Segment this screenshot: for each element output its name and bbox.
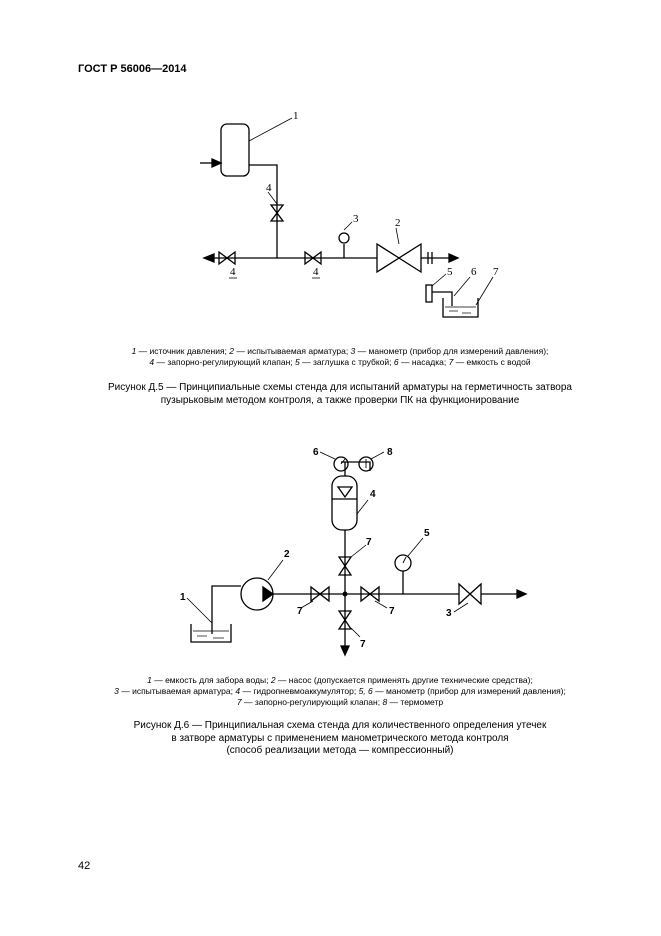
label-1: 1 (180, 592, 186, 603)
label-7-lower: 7 (360, 639, 366, 650)
outlet-arrow (517, 590, 526, 598)
accumulator-4 (332, 476, 357, 530)
tested-valve-3 (459, 584, 470, 604)
figure-d5-caption: Рисунок Д.5 — Принципиальные схемы стенда для испытаний арматуры на герметичность затвора пузырьковым методом контроля, а также проверки ПК на функционирование (108, 382, 572, 406)
label-7-right: 7 (389, 606, 395, 617)
label-4-left: 4 (230, 266, 236, 278)
figure-d6-caption: Рисунок Д.6 — Принципиальная схема стенда для количественного определения утечек в затворе арматуры с применением манометрического метода контроля (способ реализации метода — компрессионный) (133, 720, 547, 756)
label-7-upper: 7 (366, 537, 372, 548)
figure-d5-legend: 1 — источник давления; 2 — испытываемая арматура; 3 — манометр (прибор для измерений давления); 4 — запорно-регулирующий клапан; 5 — заглушка с трубкой; 6 — насадка; 7 — емкость с водой (131, 346, 549, 367)
document-header: ГОСТ Р 56006—2014 (78, 63, 187, 75)
label-6: 6 (471, 266, 477, 278)
label-7-left: 7 (297, 606, 303, 617)
page-number: 42 (78, 860, 91, 872)
label-3: 3 (353, 213, 359, 225)
label-3: 3 (446, 608, 452, 619)
label-5: 5 (447, 266, 453, 278)
label-7: 7 (493, 266, 499, 278)
label-5: 5 (424, 528, 430, 539)
label-1: 1 (293, 110, 299, 122)
label-4-middle: 4 (313, 266, 319, 278)
label-4: 4 (370, 489, 376, 500)
label-8: 8 (387, 447, 393, 458)
water-tank-1 (191, 624, 231, 642)
label-2: 2 (395, 217, 401, 229)
label-4-top: 4 (266, 182, 272, 194)
label-6: 6 (313, 447, 319, 458)
figure-d6-legend: 1 — емкость для забора воды; 2 — насос (допускается применять другие технические средства); 3 — испытываемая арматура; 4 — гидропневмоаккумулятор; 5, 6 — манометр (прибор для измерений давления); 7 — запорно-регулирующий клапан; 8 — термометр (114, 675, 566, 707)
label-2: 2 (284, 549, 290, 560)
